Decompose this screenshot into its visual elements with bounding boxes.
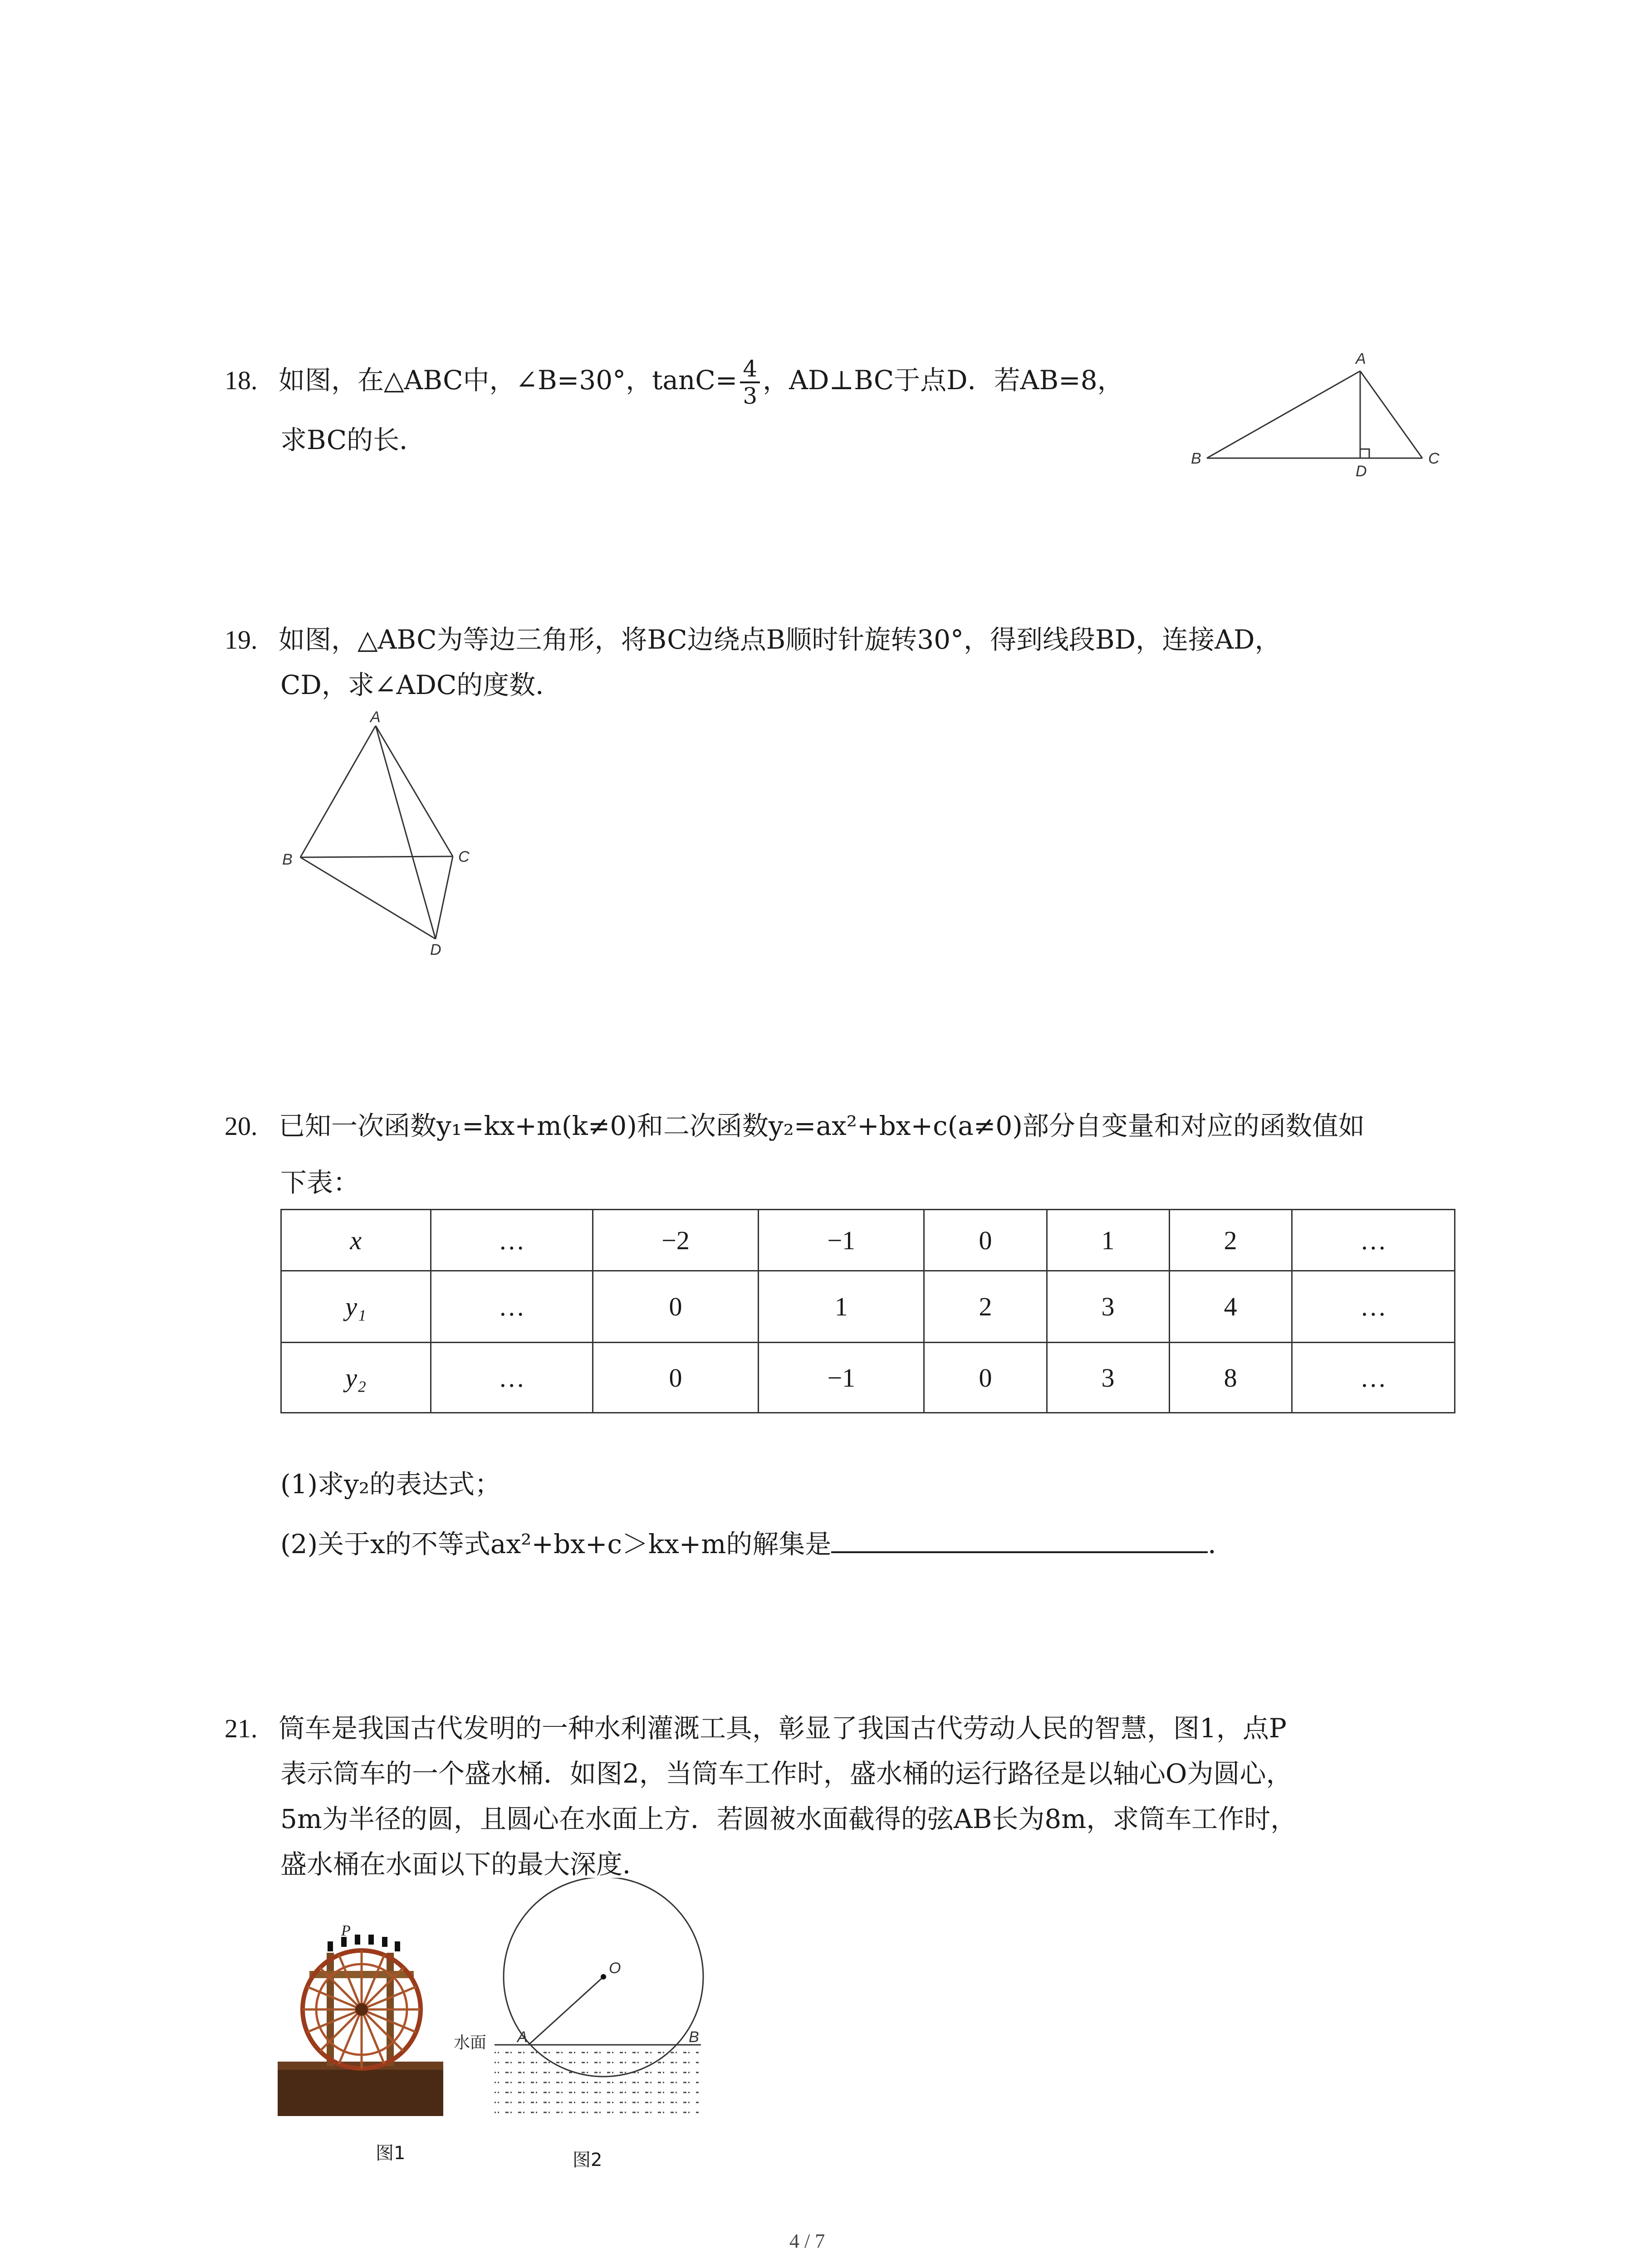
q21-label-a: A: [517, 2028, 528, 2046]
water-label: 水面: [454, 2033, 487, 2052]
q18-figure: [1180, 345, 1461, 481]
q18-segment-ab: [1207, 371, 1360, 458]
q19-segment-ab: [300, 726, 376, 857]
q21-fig2-caption: 图2: [573, 2150, 603, 2170]
table-cell: …: [431, 1343, 593, 1413]
table-head-cell: x: [281, 1210, 431, 1271]
q19-segment-bc: [300, 856, 453, 857]
table-cell: 3: [1047, 1271, 1169, 1343]
q19-segment-cd: [436, 856, 453, 939]
q20-part1: (1)求y₂的表达式；: [280, 1469, 501, 1500]
q18-fraction: [740, 356, 760, 409]
q21-line3: 5m为半径的圆，且圆心在水面上方．若圆被水面截得的弦AB长为8m，求筒车工作时，: [280, 1804, 1297, 1834]
table-cell: 4: [1169, 1271, 1292, 1343]
center-point-o: [601, 1974, 606, 1980]
q19-label-d: D: [430, 941, 441, 958]
q18-segment-ac: [1360, 371, 1422, 458]
page-number: 4 / 7: [789, 2230, 825, 2252]
water-region: [495, 2045, 699, 2120]
q21-label-b: B: [689, 2028, 699, 2046]
table-head-cell: y₂: [281, 1343, 431, 1413]
q20-value-table: [280, 1209, 1455, 1413]
q18-line2: 求BC的长．: [280, 425, 426, 455]
q20-part2-end: ．: [1208, 1529, 1234, 1559]
q21-figure2-diagram: [454, 1878, 717, 2132]
table-row: [281, 1343, 1455, 1413]
table-row: [281, 1210, 1455, 1271]
table-cell: 8: [1169, 1343, 1292, 1413]
q21-label-p: P: [341, 1926, 351, 1939]
q21-fig1-caption: 图1: [376, 2143, 406, 2164]
q18-frac-den: 3: [743, 383, 758, 409]
q19-line1: 如图，△ABC为等边三角形，将BC边绕点B顺时针旋转30°，得到线段BD，连接AD，: [278, 624, 1281, 655]
table-row: [281, 1271, 1455, 1343]
q20-part2-text: (2)关于x的不等式ax²+bx+c＞kx+m的解集是: [280, 1529, 832, 1559]
q20-number: 20.: [225, 1111, 258, 1141]
q18-right-angle-mark: [1360, 449, 1369, 458]
q20-line2: 下表：: [280, 1167, 360, 1198]
q21-line2: 表示筒车的一个盛水桶．如图2，当筒车工作时，盛水桶的运行路径是以轴心O为圆心，: [280, 1758, 1293, 1789]
q18-number: 18.: [225, 366, 258, 396]
table-cell: …: [1292, 1271, 1455, 1343]
q21-line4: 盛水桶在水面以下的最大深度．: [280, 1849, 649, 1880]
q19-segment-ad: [376, 726, 436, 939]
q21-line1: 筒车是我国古代发明的一种水利灌溉工具，彰显了我国古代劳动人民的智慧，图1，点P: [278, 1713, 1287, 1744]
table-cell: 0: [593, 1271, 758, 1343]
table-cell: 1: [759, 1271, 924, 1343]
table-head-cell: y₁: [281, 1271, 431, 1343]
q19-segment-ac: [376, 726, 453, 856]
q18-label-b: B: [1191, 450, 1201, 467]
q18-label-c: C: [1428, 450, 1440, 467]
q19-label-a: A: [370, 709, 381, 726]
q19-figure: [272, 708, 481, 962]
q19-label-c: C: [458, 848, 470, 865]
table-cell: 2: [924, 1271, 1047, 1343]
table-cell: −1: [759, 1210, 924, 1271]
radius-oa: [529, 1977, 603, 2045]
q19-label-b: B: [282, 851, 293, 868]
table-cell: 0: [924, 1210, 1047, 1271]
q21-figure1-waterwheel: [278, 1926, 446, 2116]
q19-segment-bd: [300, 857, 436, 939]
table-cell: 3: [1047, 1343, 1169, 1413]
table-cell: 0: [924, 1343, 1047, 1413]
q19-line2: CD，求∠ADC的度数．: [280, 670, 562, 700]
q19-number: 19.: [225, 625, 258, 655]
q21-label-o: O: [609, 1960, 621, 1977]
answer-blank[interactable]: [831, 1524, 1208, 1553]
q18-line1-a: 如图，在△ABC中，∠B=30°，tanC=: [278, 365, 738, 396]
q20-line1: 已知一次函数y₁=kx+m(k≠0)和二次函数y₂=ax²+bx+c(a≠0)部分自变量和对应的函数值如: [278, 1110, 1365, 1141]
q20-text: [225, 1102, 1365, 1150]
q18-line1-b: ，AD⊥BC于点D．若AB=8，: [763, 365, 1124, 396]
table-cell: …: [1292, 1343, 1455, 1413]
q19-text: [225, 616, 1281, 664]
table-cell: 2: [1169, 1210, 1292, 1271]
q20-part2: [280, 1520, 1234, 1568]
table-cell: −2: [593, 1210, 758, 1271]
table-cell: …: [1292, 1210, 1455, 1271]
q18-label-a: A: [1356, 350, 1366, 367]
q18-label-d: D: [1356, 463, 1367, 480]
q18-text: [225, 356, 1124, 409]
table-cell: −1: [759, 1343, 924, 1413]
q21-text: [225, 1705, 1287, 1752]
table-cell: …: [431, 1271, 593, 1343]
q18-frac-num: 4: [740, 356, 760, 383]
q21-number: 21.: [225, 1714, 258, 1743]
table-cell: 1: [1047, 1210, 1169, 1271]
table-cell: …: [431, 1210, 593, 1271]
table-cell: 0: [593, 1343, 758, 1413]
